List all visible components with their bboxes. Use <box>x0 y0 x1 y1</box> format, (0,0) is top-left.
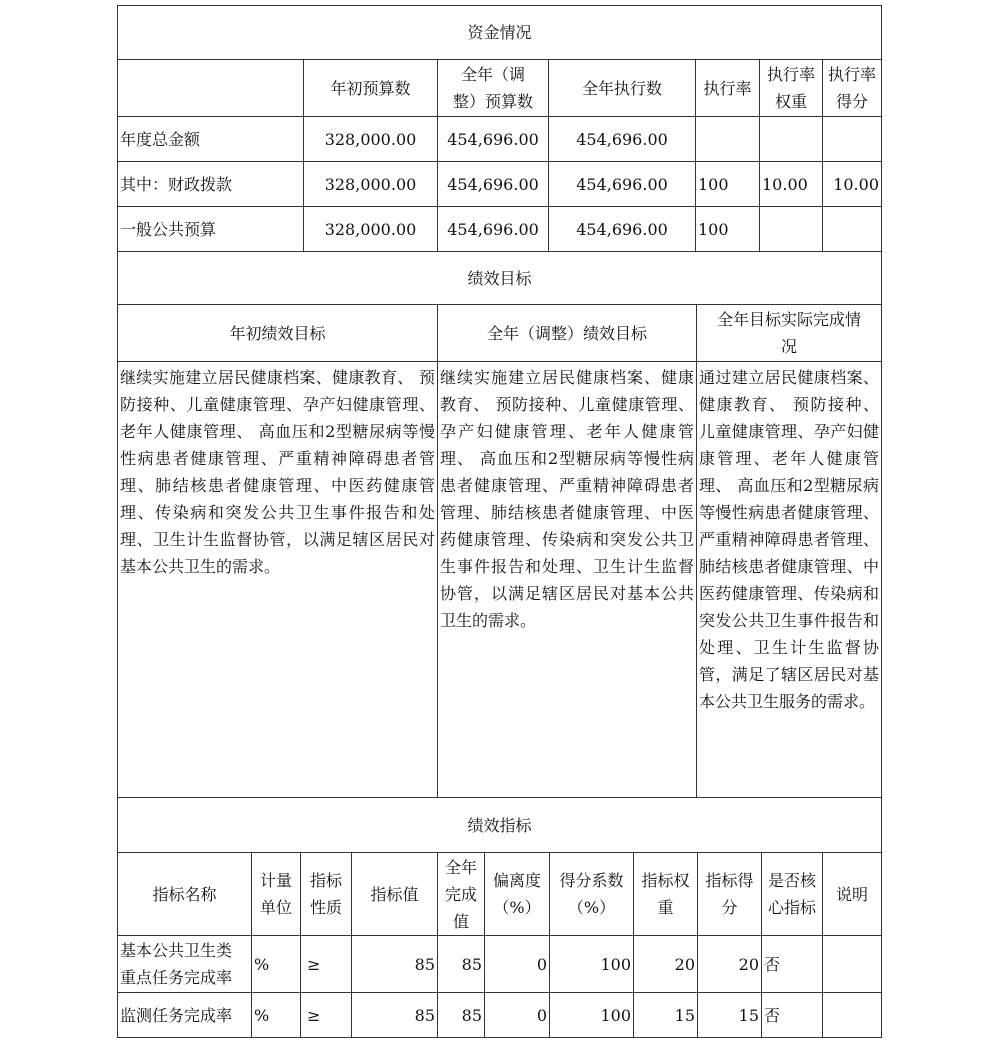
funding-row-weight: 10.00 <box>759 161 823 207</box>
indicator-row-name: 基本公共卫生类 重点任务完成率 <box>117 935 252 993</box>
indicator-row-value: 85 <box>351 992 438 1038</box>
indicator-row-nature: ≥ <box>300 992 352 1038</box>
funding-row-executed: 454,696.00 <box>548 161 696 207</box>
header-annual-execution: 全年执行数 <box>548 59 696 117</box>
funding-row-rate: 100 <box>695 206 760 252</box>
funding-row-name: 年度总金额 <box>117 116 304 162</box>
funding-header-blank <box>117 59 304 117</box>
funding-row-score: 10.00 <box>822 161 882 207</box>
header-adjusted-goal: 全年（调整）绩效目标 <box>437 304 697 362</box>
header-is-core: 是否核 心指标 <box>761 852 823 936</box>
header-score-coefficient: 得分系数 （%） <box>549 852 634 936</box>
funding-row-executed: 454,696.00 <box>548 116 696 162</box>
indicator-row-coefficient: 100 <box>549 935 634 993</box>
goals-section-title: 绩效目标 <box>117 251 882 305</box>
header-target-value: 指标值 <box>351 852 438 936</box>
indicator-row-unit: % <box>251 935 301 993</box>
funding-row-initial: 328,000.00 <box>303 161 438 207</box>
indicator-row-completed: 85 <box>437 992 485 1038</box>
funding-row-rate: 100 <box>695 161 760 207</box>
header-note: 说明 <box>822 852 882 936</box>
header-unit: 计量 单位 <box>251 852 301 936</box>
funding-row-score <box>822 116 882 162</box>
indicator-row-score: 15 <box>697 992 762 1038</box>
funding-row-adjusted: 454,696.00 <box>437 116 549 162</box>
indicator-row-weight: 20 <box>633 935 698 993</box>
indicator-row-nature: ≥ <box>300 935 352 993</box>
indicator-row-core: 否 <box>761 935 823 993</box>
header-adjusted-budget: 全年（调 整）预算数 <box>437 59 549 117</box>
funding-row-adjusted: 454,696.00 <box>437 206 549 252</box>
funding-row-score <box>822 206 882 252</box>
funding-row-name: 一般公共预算 <box>117 206 304 252</box>
performance-evaluation-table <box>117 5 882 1038</box>
funding-row-weight <box>759 116 823 162</box>
funding-row-weight <box>759 206 823 252</box>
indicator-row-note <box>822 992 882 1038</box>
funding-row-rate <box>695 116 760 162</box>
indicator-row-deviation: 0 <box>484 992 550 1038</box>
header-initial-budget: 年初预算数 <box>303 59 438 117</box>
actual-completion-text: 通过建立居民健康档案、健康教育、 预防接种、儿童健康管理、孕产妇健康管理、老年人健康管理、 高血压和2型糖尿病等慢性病患者健康管理、严重精神障碍患者管理、肺结核患者健康管理、中医药健康管理、传染病和突发公共卫生事件报告和处理、卫生计生监督协管，满足了辖区居民对基本公共卫生服务的需求。 <box>696 361 882 798</box>
header-nature: 指标 性质 <box>300 852 352 936</box>
header-deviation: 偏离度 （%） <box>484 852 550 936</box>
indicator-row-weight: 15 <box>633 992 698 1038</box>
indicator-row-name: 监测任务完成率 <box>117 992 252 1038</box>
funding-row-executed: 454,696.00 <box>548 206 696 252</box>
funding-section-title: 资金情况 <box>117 5 882 60</box>
funding-row-name: 其中：财政拨款 <box>117 161 304 207</box>
indicator-row-deviation: 0 <box>484 935 550 993</box>
indicator-row-value: 85 <box>351 935 438 993</box>
indicator-row-core: 否 <box>761 992 823 1038</box>
funding-row-initial: 328,000.00 <box>303 116 438 162</box>
header-indicator-weight: 指标权 重 <box>633 852 698 936</box>
indicator-row-score: 20 <box>697 935 762 993</box>
initial-goal-text: 继续实施建立居民健康档案、健康教育、 预防接种、儿童健康管理、孕产妇健康管理、老年人健康管理、 高血压和2型糖尿病等慢性病患者健康管理、严重精神障碍患者管理、肺结核患者健康管理、中医药健康管理、传染病和突发公共卫生事件报告和处理、卫生计生监督协管，以满足辖区居民对基本公共卫生的需求。 <box>117 361 438 798</box>
indicator-row-completed: 85 <box>437 935 485 993</box>
funding-row-initial: 328,000.00 <box>303 206 438 252</box>
header-rate-score: 执行率 得分 <box>822 59 882 117</box>
indicators-section-title: 绩效指标 <box>117 797 882 853</box>
adjusted-goal-text: 继续实施建立居民健康档案、健康教育、 预防接种、儿童健康管理、孕产妇健康管理、老年人健康管理、 高血压和2型糖尿病等慢性病患者健康管理、严重精神障碍患者管理、肺结核患者健康管理、中医药健康管理、传染病和突发公共卫生事件报告和处理、卫生计生监督协管，以满足辖区居民对基本公共卫生的需求。 <box>437 361 697 798</box>
header-indicator-score: 指标得 分 <box>697 852 762 936</box>
header-rate-weight: 执行率 权重 <box>759 59 823 117</box>
indicator-row-coefficient: 100 <box>549 992 634 1038</box>
funding-row-adjusted: 454,696.00 <box>437 161 549 207</box>
indicator-row-unit: % <box>251 992 301 1038</box>
header-completed-value: 全年 完成 值 <box>437 852 485 936</box>
header-initial-goal: 年初绩效目标 <box>117 304 438 362</box>
header-execution-rate: 执行率 <box>695 59 760 117</box>
header-actual-completion: 全年目标实际完成情 况 <box>696 304 882 362</box>
indicator-row-note <box>822 935 882 993</box>
header-indicator-name: 指标名称 <box>117 852 252 936</box>
